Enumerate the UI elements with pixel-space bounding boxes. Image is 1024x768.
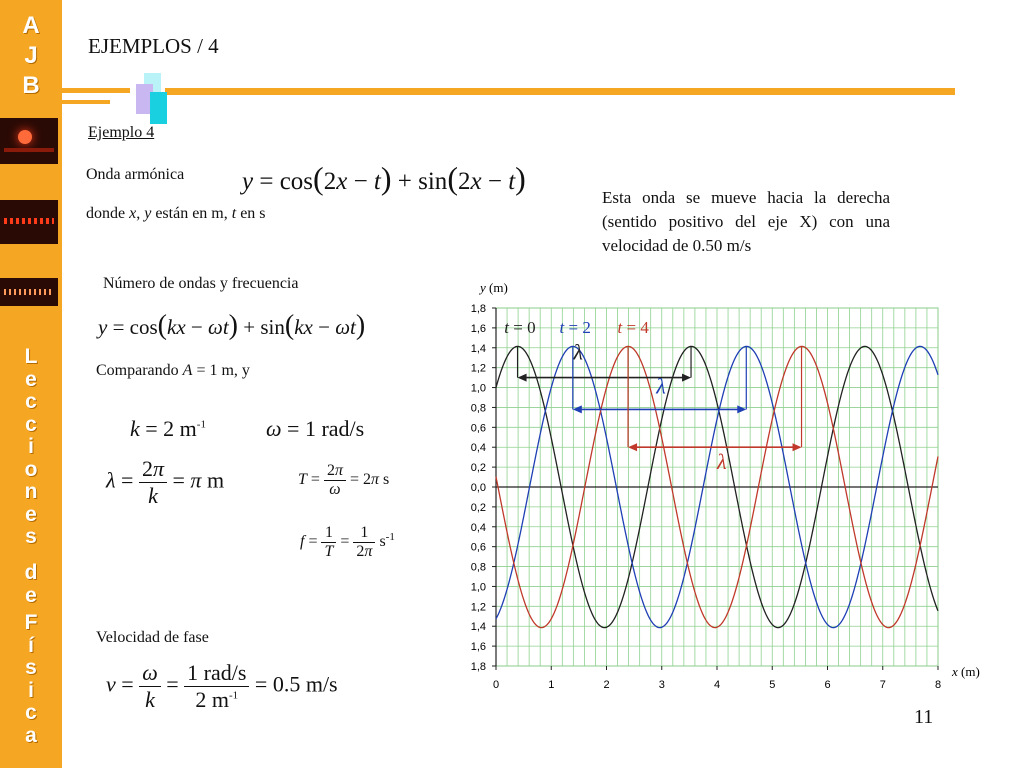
- main-equation: y = cos(2x − t) + sin(2x − t): [242, 160, 526, 196]
- y-tick-label: 0,6: [470, 422, 486, 435]
- y-tick-label: 0,4: [470, 521, 486, 534]
- wavenumber-label: Número de ondas y frecuencia: [103, 275, 299, 292]
- chart-grid: [496, 308, 938, 666]
- x-tick-label: 1: [548, 679, 555, 691]
- k-equation: k = 2 $m^{-1}$: [130, 416, 206, 441]
- lambda-label-0: λ: [573, 339, 583, 365]
- y-tick-label: 1,8: [470, 661, 486, 673]
- units-label: donde x, y están en m, t en s: [86, 205, 266, 222]
- y-tick-label: 0,6: [470, 541, 486, 554]
- y-tick-label: 1,6: [470, 322, 486, 335]
- phase-velocity-label: Velocidad de fase: [96, 629, 209, 646]
- logo-letter-b: B: [22, 72, 40, 99]
- sidebar-vertical-text: L e c c i o n e s: [24, 345, 38, 548]
- header-line-main: [165, 88, 955, 95]
- x-tick-label: 2: [603, 679, 610, 691]
- header-line-left: [62, 88, 130, 93]
- y-tick-label: 1,4: [470, 621, 486, 634]
- sidebar: [0, 0, 62, 768]
- thumbnail-image-1: [0, 118, 58, 164]
- chart-x-label: x (m): [952, 664, 980, 679]
- wave-chart: [440, 276, 1000, 696]
- thumbnail-image-3: [0, 278, 58, 306]
- x-tick-label: 5: [769, 679, 776, 691]
- logo-letter-j: J: [24, 42, 38, 69]
- y-tick-label: 1,6: [470, 641, 486, 654]
- thumbnail-image-2: [0, 200, 58, 244]
- lambda-label-2: λ: [717, 449, 727, 475]
- series-label-1: t = 2: [559, 317, 591, 337]
- example-label: Ejemplo 4: [88, 124, 155, 141]
- x-tick-label: 8: [934, 679, 942, 691]
- onda-label: Onda armónica: [86, 166, 185, 183]
- page-title: EJEMPLOS / 4: [88, 34, 219, 58]
- lambda-label-1: λ: [656, 373, 666, 399]
- frequency-equation: f = $\frac{1}{T}$ = $\frac{1}{2\pi}$ $s^{-1}$: [300, 524, 395, 560]
- series-label-2: t = 4: [617, 317, 649, 337]
- compare-label: Comparando A = 1 m, y: [96, 362, 250, 379]
- phase-velocity-equation: v = $\frac{\omega}{k}$ = $\frac{\text{1 rad/s}}{2 m^{-1}}$ = 0.5 m/s: [106, 660, 338, 712]
- omega-equation: ω = 1 rad/s: [266, 416, 365, 441]
- general-equation: y = cos(kx − ωt) + sin(kx − ωt): [98, 310, 366, 341]
- header-line-left-2: [62, 100, 110, 104]
- sidebar-vertical-text-de: d e: [24, 561, 38, 607]
- y-tick-label: 1,2: [470, 362, 486, 375]
- period-equation: T = $\frac{2\pi}{\omega}$ = 2π s: [298, 462, 390, 498]
- x-tick-label: 0: [492, 679, 500, 691]
- page-number: 11: [914, 706, 934, 728]
- x-tick-label: 4: [713, 679, 721, 691]
- y-tick-label: 1,0: [470, 581, 486, 594]
- sidebar-vertical-text-fisica: F í s i c a: [24, 611, 38, 747]
- x-tick-label: 6: [824, 679, 831, 691]
- y-tick-label: 0,2: [470, 462, 486, 475]
- chart-y-label: y (m): [480, 280, 508, 295]
- header-deco-block-3: [150, 92, 167, 124]
- y-tick-label: 1,8: [470, 303, 486, 315]
- y-tick-label: 0,2: [470, 501, 486, 514]
- y-tick-label: 1,2: [470, 601, 486, 614]
- x-tick-label: 7: [879, 679, 886, 691]
- y-tick-label: 1,0: [470, 382, 486, 395]
- series-label-0: t = 0: [504, 317, 536, 337]
- y-tick-label: 0,4: [470, 442, 486, 455]
- y-tick-label: 1,4: [470, 342, 486, 355]
- description-paragraph: Esta onda se mueve hacia la derecha (sentido positivo del eje X) con una velocidad de 0.50 m/s: [602, 188, 890, 255]
- y-tick-label: 0,0: [470, 482, 486, 494]
- x-tick-label: 3: [658, 679, 665, 691]
- logo-letter-a: A: [22, 12, 40, 39]
- lambda-equation: λ = $\frac{2\pi}{k}$ = π m: [106, 456, 225, 508]
- y-tick-label: 0,8: [470, 402, 486, 415]
- y-tick-label: 0,8: [470, 561, 486, 574]
